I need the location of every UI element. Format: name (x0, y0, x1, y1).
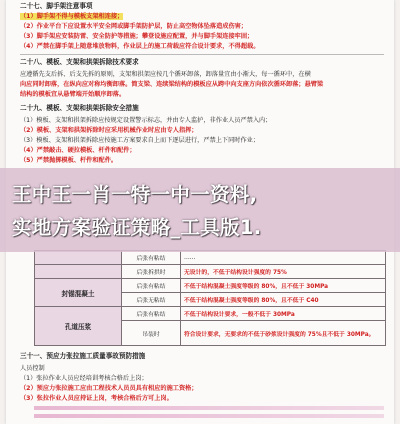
highlight-bar (34, 414, 384, 418)
title-banner (0, 168, 400, 252)
banner-title-line-2: 实地方案验证策略_工具版1. (12, 216, 262, 239)
section-31-heading: 三十一、预应力张拉施工质量事故预防措施 (20, 352, 146, 360)
section-29-line-5: （5）严禁抛掷模板、杆件和配件。 (20, 157, 118, 164)
section-29-line-3: （3）模板、支架和拱架拆除应按施工方案要求自上而下逐层进行，严禁上下同时作业； (20, 137, 260, 144)
table-condition-cell: 后张有粘结 (122, 251, 181, 265)
table-condition-cell: 后张无粘结 (122, 293, 181, 307)
section-29-line-1: （1）模板、支架和拱架拆除应按规定设置警示标志，并由专人监护，非作业人员严禁入内； (20, 117, 272, 124)
table-row (35, 251, 386, 265)
table-requirement-cell: 无设计的，不低于结构设计强度的 75% (181, 265, 386, 279)
section-31-line-3: （2）预应力张拉施工应由工程技术人员员具有相应的施工资格； (20, 385, 198, 392)
table-requirement-cell: 不低于结构混凝土强度等级的 80%，且不低于 30MPa (181, 279, 386, 293)
table-condition-cell: 后张有粘结 (122, 307, 181, 321)
section-27-heading: 二十七、脚手架注意事项 (20, 2, 93, 10)
section-29-line-4: （4）严禁敲击、硬拉模板、杆件和配件； (20, 147, 136, 154)
table-group-cell: 孔道压浆 (35, 307, 122, 346)
banner-title-line-1: 王中王一肖一特一中一资料, (12, 183, 258, 206)
table-condition-cell: 后张拆拱时 (122, 265, 181, 279)
divider (20, 54, 384, 55)
table-condition-cell: 吊装时 (122, 321, 181, 346)
section-28-line-2: 向应同时卸落，在纵向应对称均衡卸落。简支梁、连续梁结构的模板应从跨中向支座方向依次循环卸落；悬臂梁 (20, 81, 324, 88)
section-29-line-2: （2）模板、支架和拱架拆除时应采用机械作业时应由专人指挥； (20, 127, 198, 134)
section-31-line-2: （1）张拉作业人员应经培训考核合格后上岗； (20, 375, 148, 382)
table-requirement-cell: 不低于结构混凝土强度等级的 80%，且不低于 C40 (181, 293, 386, 307)
table-row (35, 307, 386, 321)
section-27-line-4: （4）严禁在脚手架上随意堆放物料，作业层上的施工荷载应符合设计要求，不得超载。 (20, 43, 260, 50)
section-27-line-3: （3）脚手架应安装防雷、安全防护等措施；攀登设施应配置，并与脚手架连接牢固； (20, 33, 254, 40)
table-requirement-cell: …… (181, 251, 386, 265)
section-29-heading: 二十九、模板、支架和拱架拆除安全措施 (20, 104, 139, 112)
strength-requirements-table (34, 250, 386, 346)
highlight-bar (34, 406, 384, 410)
section-31-line-1: 人员控制 (20, 365, 45, 372)
table-row (35, 279, 386, 293)
section-31-line-4: （3）张拉作业人员应持证上岗，考核合格后方可上岗。 (20, 395, 173, 402)
section-28-line-3: 结构的模板宜从悬臂端开始顺序卸落。 (20, 91, 126, 98)
section-28-line-1: 应遵循先支后拆、后支先拆的原则，支架和拱架应按几个循环卸落，卸落量宜由小渐大，每一循环中，在横 (20, 71, 311, 78)
table-group-cell (35, 265, 122, 279)
table-condition-cell: 后张有粘结 (122, 279, 181, 293)
table-group-cell (35, 251, 122, 265)
table-group-cell: 封锚混凝土 (35, 279, 122, 307)
table-row (35, 265, 386, 279)
section-27-line-2: （2）作业平台下应设置水平安全网或脚手架防护层，防止高空物体坠落造成伤害； (20, 23, 248, 30)
table-requirement-cell: 不低于结构设计要求，一般不低于 30MPa (181, 307, 386, 321)
section-28-heading: 二十八、模板、支架和拱架拆除技术要求 (20, 58, 139, 66)
table-requirement-cell: 符合设计要求，无要求的不低于砂浆设计强度的 75%且不低于 30MPa。 (181, 321, 386, 346)
section-27-line-1: （1）脚手架不得与模板支架相连接； (20, 13, 124, 20)
